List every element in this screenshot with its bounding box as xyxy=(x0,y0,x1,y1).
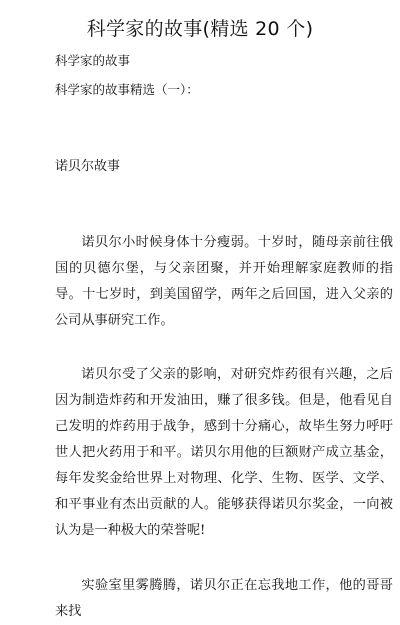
paragraph-1: 诺贝尔小时候身体十分瘦弱。十岁时，随母亲前往俄国的贝德尔堡，与父亲团聚，并开始理解家庭教师的指导。十七岁时，到美国留学，两年之后回国，进入父亲的公司从事研究工作。 xyxy=(55,235,393,328)
document-title: 科学家的故事(精选 20 个) xyxy=(86,18,314,40)
paragraph-2: 诺贝尔受了父亲的影响，对研究炸药很有兴趣，之后因为制造炸药和开发油田，赚了很多钱。但是，他看见自己发明的炸药用于战争，感到十分痛心，故毕生努力呼吁世人把火药用于和平。诺贝尔用他的巨额财产成立基金，每年发奖金给世界上对物理、化学、生物、医学、文学、和平事业有杰出贡献的人。能够获得诺贝尔奖金，一向被认为是一种极大的荣誉呢! xyxy=(55,367,393,538)
section-intro-line: 科学家的故事精选（一）： xyxy=(55,82,199,97)
subtitle-line: 科学家的故事 xyxy=(55,53,131,68)
paragraph-3: 实验室里雾腾腾，诺贝尔正在忘我地工作，他的哥哥来找 xyxy=(55,578,393,619)
section-heading: 诺贝尔故事 xyxy=(55,159,121,174)
